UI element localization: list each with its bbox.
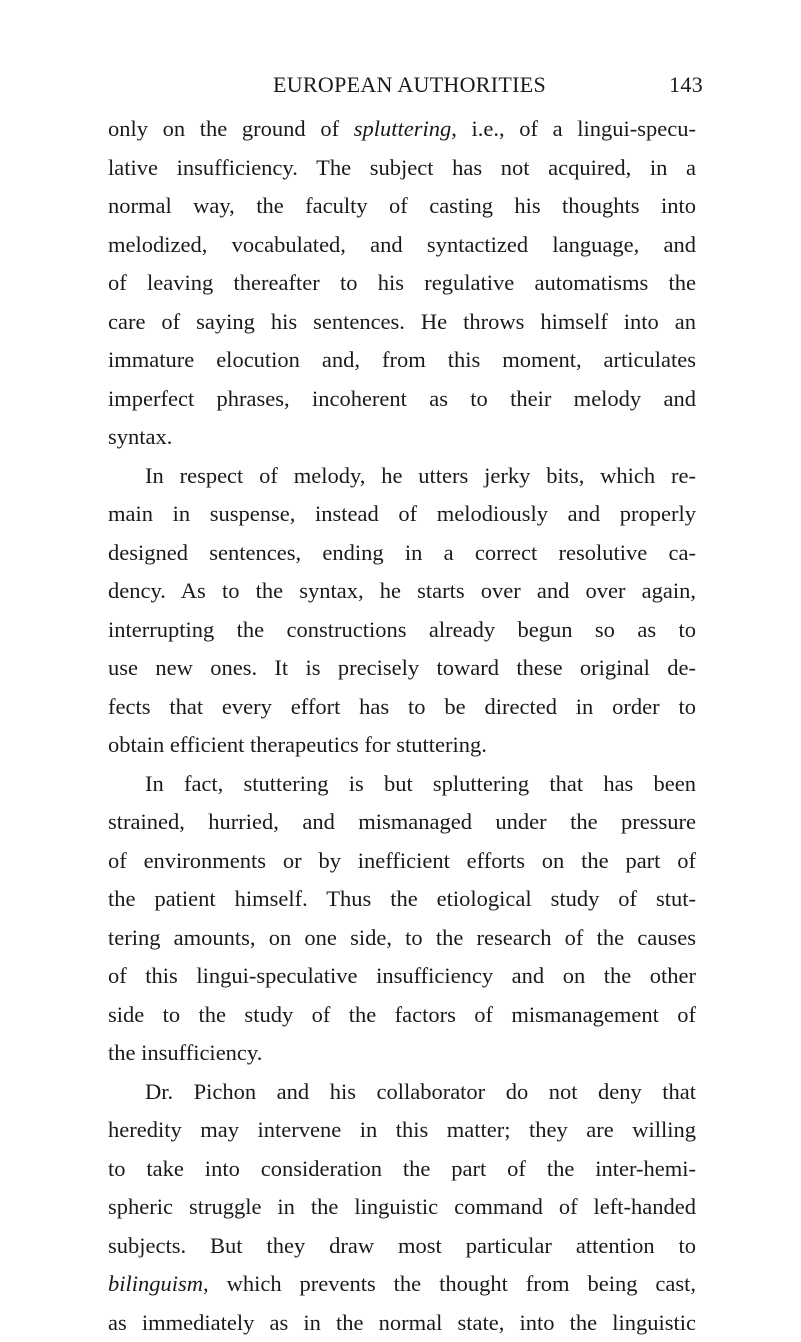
text-line-7: immature elocution and, from this moment, articulates bbox=[108, 341, 696, 380]
text-line-12: designed sentences, ending in a correct resolutive ca- bbox=[108, 534, 696, 573]
text-line-3: normal way, the faculty of casting his thoughts into bbox=[108, 187, 696, 226]
text-line-9: syntax. bbox=[108, 418, 696, 457]
text-line-32: as immediately as in the normal state, into the linguistic bbox=[108, 1304, 696, 1342]
page-number: 143 bbox=[669, 72, 703, 98]
text-line-25: the insufficiency. bbox=[108, 1034, 696, 1073]
text-line-27: heredity may intervene in this matter; they are willing bbox=[108, 1111, 696, 1150]
body-text bbox=[108, 110, 696, 1342]
emphasis-bilinguism: bilinguism bbox=[108, 1271, 203, 1296]
text-line-21: the patient himself. Thus the etiological study of stut- bbox=[108, 880, 696, 919]
text-line-8: imperfect phrases, incoherent as to their melody and bbox=[108, 380, 696, 419]
text-line-31: bilinguism, which prevents the thought from being cast, bbox=[108, 1265, 696, 1304]
text-line-17: obtain efficient therapeutics for stuttering. bbox=[108, 726, 696, 765]
text-line-5: of leaving thereafter to his regulative automatisms the bbox=[108, 264, 696, 303]
text-line-10: In respect of melody, he utters jerky bits, which re- bbox=[108, 457, 696, 496]
text-line-20: of environments or by inefficient efforts on the part of bbox=[108, 842, 696, 881]
text-line-26: Dr. Pichon and his collaborator do not deny that bbox=[108, 1073, 696, 1112]
text-line-18: In fact, stuttering is but spluttering that has been bbox=[108, 765, 696, 804]
text-line-19: strained, hurried, and mismanaged under the pressure bbox=[108, 803, 696, 842]
running-head-title: EUROPEAN AUTHORITIES bbox=[273, 72, 546, 98]
emphasis-spluttering: spluttering bbox=[354, 116, 452, 141]
text-line-24: side to the study of the factors of mismanagement of bbox=[108, 996, 696, 1035]
text-line-15: use new ones. It is precisely toward these original de- bbox=[108, 649, 696, 688]
text-line-29: spheric struggle in the linguistic command of left-handed bbox=[108, 1188, 696, 1227]
text-line-22: tering amounts, on one side, to the research of the causes bbox=[108, 919, 696, 958]
text-line-13: dency. As to the syntax, he starts over and over again, bbox=[108, 572, 696, 611]
text-line-30: subjects. But they draw most particular attention to bbox=[108, 1227, 696, 1266]
text-line-16: fects that every effort has to be directed in order to bbox=[108, 688, 696, 727]
text-line-2: lative insufficiency. The subject has not acquired, in a bbox=[108, 149, 696, 188]
running-head bbox=[108, 70, 703, 110]
text-line-28: to take into consideration the part of the inter-hemi- bbox=[108, 1150, 696, 1189]
text-line-6: care of saying his sentences. He throws himself into an bbox=[108, 303, 696, 342]
text-line-1: only on the ground of spluttering, i.e., of a lingui-specu- bbox=[108, 110, 696, 149]
text-line-11: main in suspense, instead of melodiously and properly bbox=[108, 495, 696, 534]
text-line-23: of this lingui-speculative insufficiency and on the other bbox=[108, 957, 696, 996]
text-line-4: melodized, vocabulated, and syntactized language, and bbox=[108, 226, 696, 265]
text-line-14: interrupting the constructions already begun so as to bbox=[108, 611, 696, 650]
